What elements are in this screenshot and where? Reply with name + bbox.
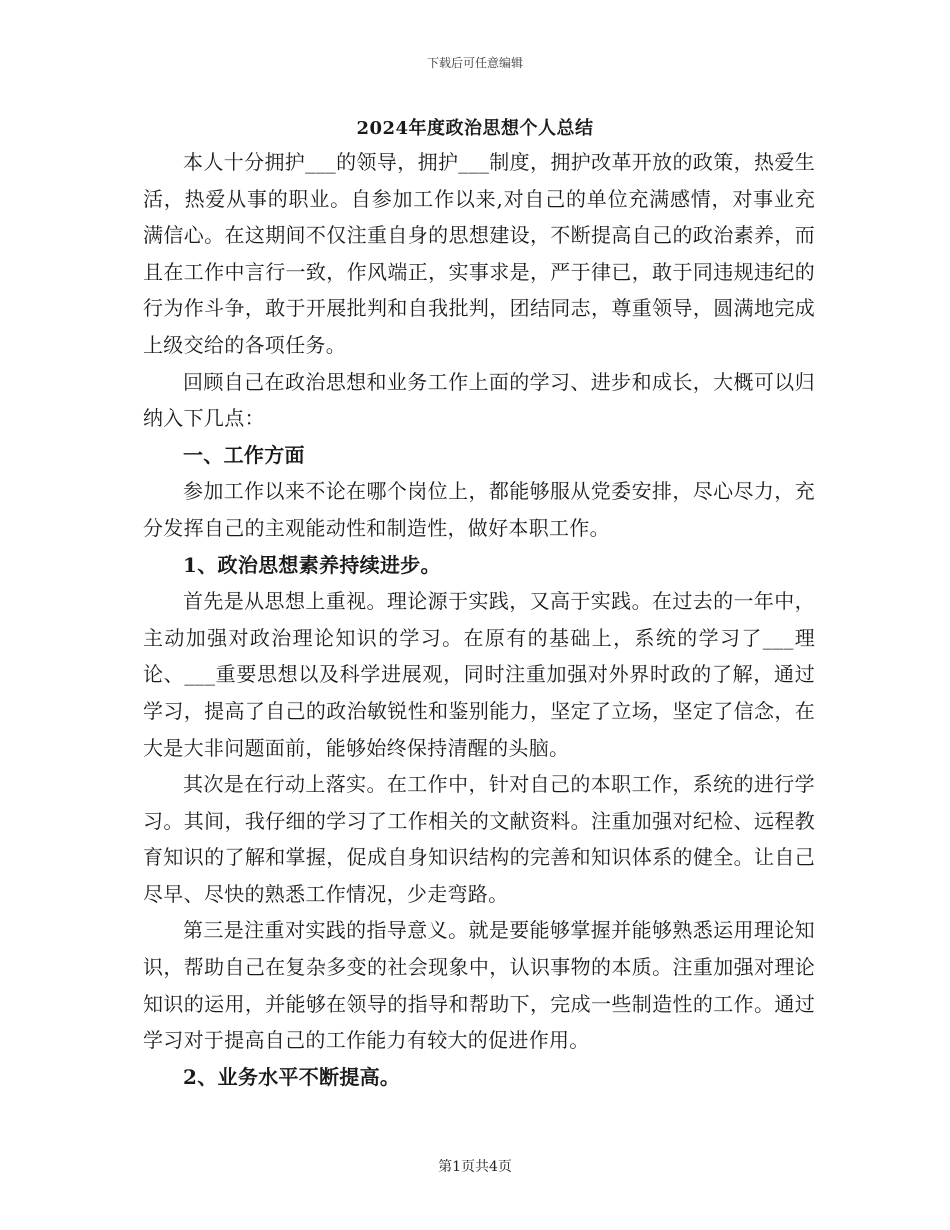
document-title: 2024年度政治思想个人总结 — [356, 118, 594, 139]
body-paragraph: 本人十分拥护___的领导，拥护___制度，拥护改革开放的政策，热爱生活，热爱从事的职业。自参加工作以来,对自己的单位充满感情，对事业充满信心。在这期间不仅注重自身的思想建设，不断提高自己的政治素养，而且在工作中言行一致，作风端正，实事求是，严于律已，敢于同违规违纪的行为作斗争，敢于开展批判和自我批判，团结同志，尊重领导，圆满地完成上级交给的各项任务。 — [143, 150, 815, 357]
body-paragraph: 首先是从思想上重视。理论源于实践，又高于实践。在过去的一年中，主动加强对政治理论知识的学习。在原有的基础上，系统的学习了___理论、___重要思想以及科学进展观，同时注重加强对外界时政的了解，通过学习，提高了自己的政治敏锐性和鉴别能力，坚定了立场，坚定了信念，在大是大非问题面前，能够始终保持清醒的头脑。 — [143, 589, 815, 760]
document-body — [143, 144, 815, 1095]
section-heading: 一、工作方面 — [183, 442, 305, 467]
subsection-heading: 2、业务水平不断提高。 — [183, 1064, 401, 1089]
page-header: 下载后可任意编辑 — [426, 56, 523, 70]
body-paragraph: 参加工作以来不论在哪个岗位上，都能够服从党委安排，尽心尽力，充分发挥自己的主观能动性和制造性，做好本职工作。 — [143, 479, 815, 540]
body-paragraph: 回顾自己在政治思想和业务工作上面的学习、进步和成长，大概可以归纳入下几点： — [143, 369, 815, 431]
body-paragraph: 其次是在行动上落实。在工作中，针对自己的本职工作，系统的进行学习。其间，我仔细的学习了工作相关的文献资料。注重加强对纪检、远程教育知识的了解和掌握，促成自身知识结构的完善和知识体系的健全。让自己尽早、尽快的熟悉工作情况，少走弯路。 — [143, 772, 815, 906]
body-paragraph: 第三是注重对实践的指导意义。就是要能够掌握并能够熟悉运用理论知识，帮助自己在复杂多变的社会现象中，认识事物的本质。注重加强对理论知识的运用，并能够在领导的指导和帮助下，完成一些制造性的工作。通过学习对于提高自己的工作能力有较大的促进作用。 — [143, 918, 815, 1053]
subsection-heading: 1、政治思想素养持续进步。 — [183, 552, 441, 577]
page-number-footer: 第1页共4页 — [438, 1159, 512, 1175]
